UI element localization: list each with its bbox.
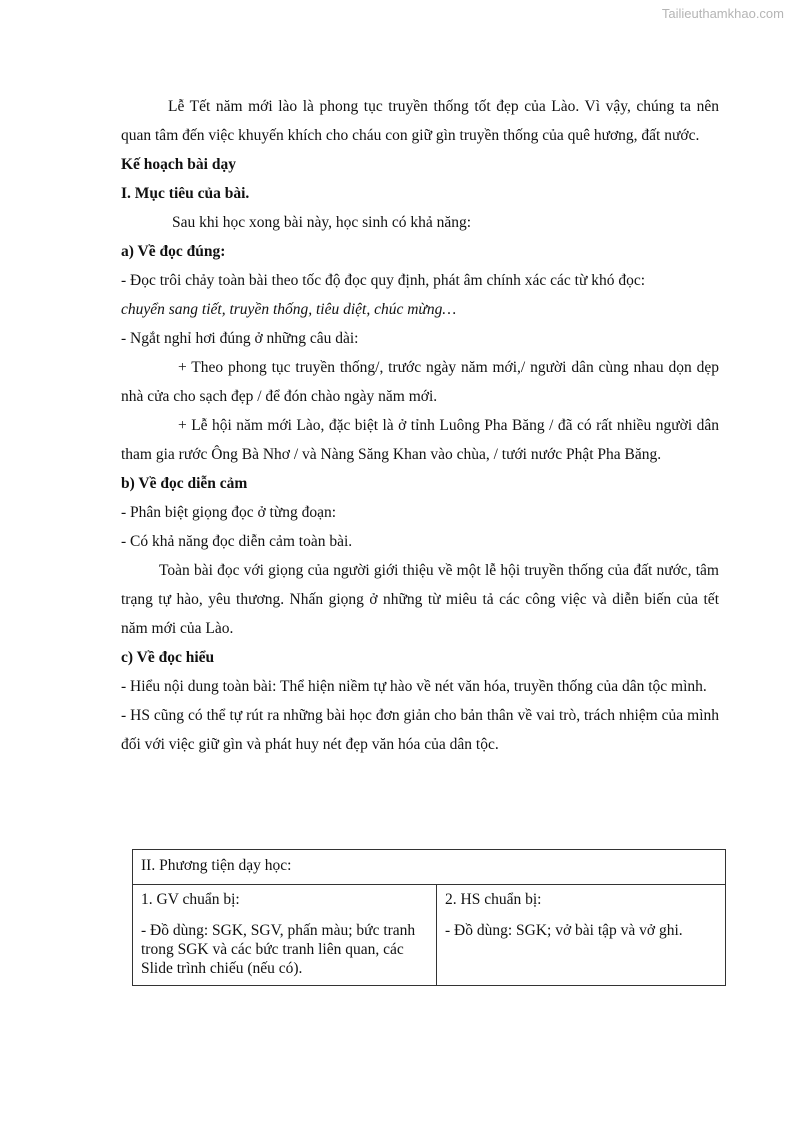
table-row [133, 885, 725, 985]
watermark: Tailieuthamkhao.com [661, 6, 784, 21]
a-heading: a) Về đọc đúng: [121, 243, 226, 260]
hs-text: - Đồ dùng: SGK; vở bài tập và vở ghi. [445, 922, 683, 939]
hs-title: 2. HS chuẩn bị: [445, 891, 542, 908]
intro-paragraph: Lễ Tết năm mới lào là phong tục truyền thống tốt đẹp của Lào. Vì vậy, chúng ta nên quan tâm đến việc khuyến khích cho cháu con giữ gìn truyền thống của quê hương, đất nước. [121, 98, 719, 144]
teaching-aids-table [132, 849, 726, 986]
a-plus2: + Lễ hội năm mới Lào, đặc biệt là ở tỉnh Luông Pha Băng / đã có rất nhiều người dân tham gia rước Ông Bà Nhơ / và Nàng Săng Khan vào chùa, / tưới nước Phật Pha Băng. [121, 417, 719, 463]
table-header: II. Phương tiện dạy học: [133, 850, 725, 885]
gv-title: 1. GV chuẩn bị: [141, 891, 240, 908]
gv-cell [133, 885, 437, 985]
b-item1: - Phân biệt giọng đọc ở từng đoạn: [121, 504, 337, 521]
document-body [121, 92, 719, 759]
b-heading: b) Về đọc diễn cảm [121, 475, 248, 492]
section1-heading: I. Mục tiêu của bài. [121, 185, 250, 202]
c-item1: - Hiểu nội dung toàn bài: Thể hiện niềm tự hào về nét văn hóa, truyền thống của dân tộc mình. [121, 678, 707, 695]
a-item1: - Đọc trôi chảy toàn bài theo tốc độ đọc quy định, phát âm chính xác các từ khó đọc: [121, 272, 646, 289]
c-heading: c) Về đọc hiểu [121, 649, 215, 666]
b-item2: - Có khả năng đọc diễn cảm toàn bài. [121, 533, 353, 550]
a-item2: - Ngắt nghỉ hơi đúng ở những câu dài: [121, 330, 359, 347]
b-paragraph: Toàn bài đọc với giọng của người giới thiệu về một lễ hội truyền thống của đất nước, tâm trạng tự hào, yêu thương. Nhấn giọng ở những từ miêu tả các công việc và diễn biến của tết năm mới của Lào. [121, 562, 719, 637]
a-plus1: + Theo phong tục truyền thống/, trước ngày năm mới,/ người dân cùng nhau dọn dẹp nhà cửa cho sạch đẹp / để đón chào ngày năm mới. [121, 359, 719, 405]
hs-cell [437, 885, 725, 985]
c-item2: - HS cũng có thể tự rút ra những bài học đơn giản cho bản thân về vai trò, trách nhiệm của mình đối với việc giữ gìn và phát huy nét đẹp văn hóa của dân tộc. [121, 707, 719, 753]
gv-text: - Đồ dùng: SGK, SGV, phấn màu; bức tranh trong SGK và các bức tranh liên quan, các Slide trình chiếu (nếu có). [141, 922, 416, 977]
section1-intro: Sau khi học xong bài này, học sinh có khả năng: [172, 214, 472, 231]
plan-heading: Kế hoạch bài dạy [121, 156, 236, 173]
a-item1-words: chuyển sang tiết, truyền thống, tiêu diệt, chúc mừng… [121, 301, 457, 318]
